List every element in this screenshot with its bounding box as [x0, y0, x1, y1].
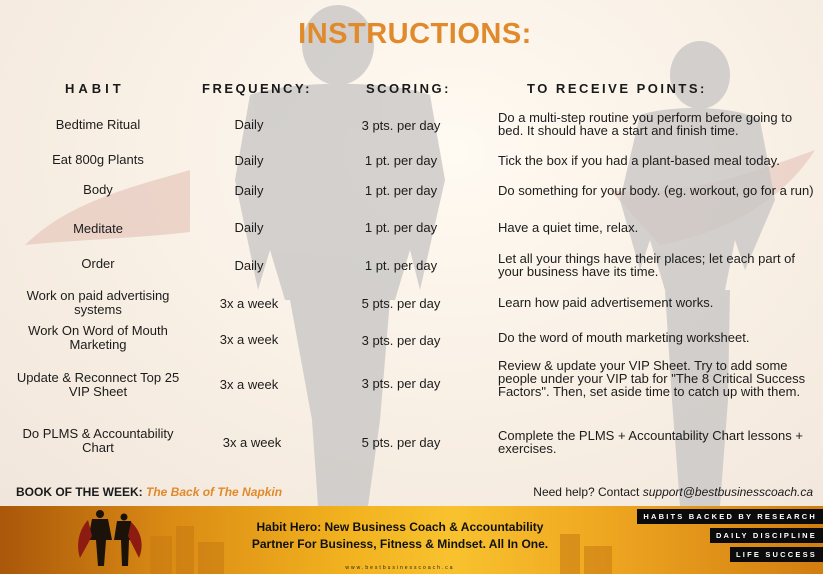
habit-instructions: Review & update your VIP Sheet. Try to add some people under your VIP tab for "The 8 Critical Success Factors". Then, set aside time to catch up with them. — [498, 358, 806, 399]
habit-frequency: 3x a week — [219, 377, 279, 392]
book-of-the-week — [16, 485, 282, 499]
habit-scoring: 1 pt. per day — [364, 153, 438, 168]
habit-frequency: 3x a week — [219, 332, 279, 347]
habit-name: Work on paid advertising systems — [26, 288, 170, 317]
habit-frequency: Daily — [234, 117, 264, 132]
page-title: INSTRUCTIONS: — [298, 18, 532, 50]
habit-name: Meditate — [73, 221, 123, 236]
book-label: BOOK OF THE WEEK: — [16, 485, 143, 499]
habit-frequency: Daily — [234, 258, 264, 273]
habit-name: Body — [83, 182, 113, 197]
help-text: Need help? Contact — [533, 485, 640, 499]
tag-life-success: LIFE SUCCESS — [730, 547, 823, 562]
footer-website-url[interactable]: www.bestbusinesscoach.ca — [345, 565, 455, 571]
habit-name: Bedtime Ritual — [55, 117, 141, 132]
support-email-link[interactable]: support@bestbusinesscoach.ca — [642, 485, 813, 499]
habit-name: Work On Word of Mouth Marketing — [28, 323, 168, 352]
hero-pair-icon — [78, 510, 142, 566]
habit-name: Order — [81, 256, 115, 271]
tag-daily-discipline: DAILY DISCIPLINE — [710, 528, 823, 543]
frequency-column-header: FREQUENCY: — [202, 81, 312, 96]
habit-instructions: Do the word of mouth marketing worksheet. — [498, 330, 750, 345]
habit-instructions: Do something for your body. (eg. workout, go for a run) — [498, 183, 814, 198]
habit-instructions: Do a multi-step routine you perform before going to bed. It should have a start and finish time. — [498, 110, 793, 138]
habit-instructions: Learn how paid advertisement works. — [498, 295, 714, 310]
habit-instructions: Complete the PLMS + Accountability Chart lessons + exercises. — [498, 428, 803, 456]
habit-scoring: 3 pts. per day — [361, 376, 441, 391]
book-title: The Back of The Napkin — [146, 485, 283, 499]
habit-column-header: HABIT — [65, 81, 125, 96]
help-contact — [533, 485, 813, 499]
habit-scoring: 5 pts. per day — [361, 435, 441, 450]
habit-frequency: 3x a week — [219, 296, 279, 311]
habit-scoring: 5 pts. per day — [361, 296, 441, 311]
footer-tagline-line2: Partner For Business, Fitness & Mindset. All In One. — [251, 537, 549, 551]
habit-instructions: Tick the box if you had a plant-based meal today. — [498, 153, 780, 168]
tag-habits-backed-by-research: HABITS BACKED BY RESEARCH — [637, 509, 823, 524]
habit-scoring: 1 pt. per day — [364, 183, 438, 198]
receive-points-column-header: TO RECEIVE POINTS: — [527, 81, 707, 96]
habit-scoring: 1 pt. per day — [364, 220, 438, 235]
habit-name: Do PLMS & Accountability Chart — [22, 426, 174, 455]
habit-scoring: 3 pts. per day — [361, 118, 441, 133]
habit-frequency: Daily — [234, 220, 264, 235]
habit-scoring: 3 pts. per day — [361, 333, 441, 348]
habit-frequency: Daily — [234, 153, 264, 168]
habit-frequency: 3x a week — [222, 435, 282, 450]
habit-scoring: 1 pt. per day — [364, 258, 438, 273]
habit-instructions: Have a quiet time, relax. — [498, 220, 639, 235]
footer-banner — [0, 506, 823, 574]
scoring-column-header: SCORING: — [366, 81, 451, 96]
habit-name: Eat 800g Plants — [52, 152, 144, 167]
habit-frequency: Daily — [234, 183, 264, 198]
habit-name: Update & Reconnect Top 25 VIP Sheet — [16, 370, 180, 399]
footer-tagline-line1: Habit Hero: New Business Coach & Accountability — [256, 520, 544, 534]
habit-instructions: Let all your things have their places; let each part of your business have its time. — [498, 251, 796, 279]
footer-tagline — [210, 519, 590, 553]
